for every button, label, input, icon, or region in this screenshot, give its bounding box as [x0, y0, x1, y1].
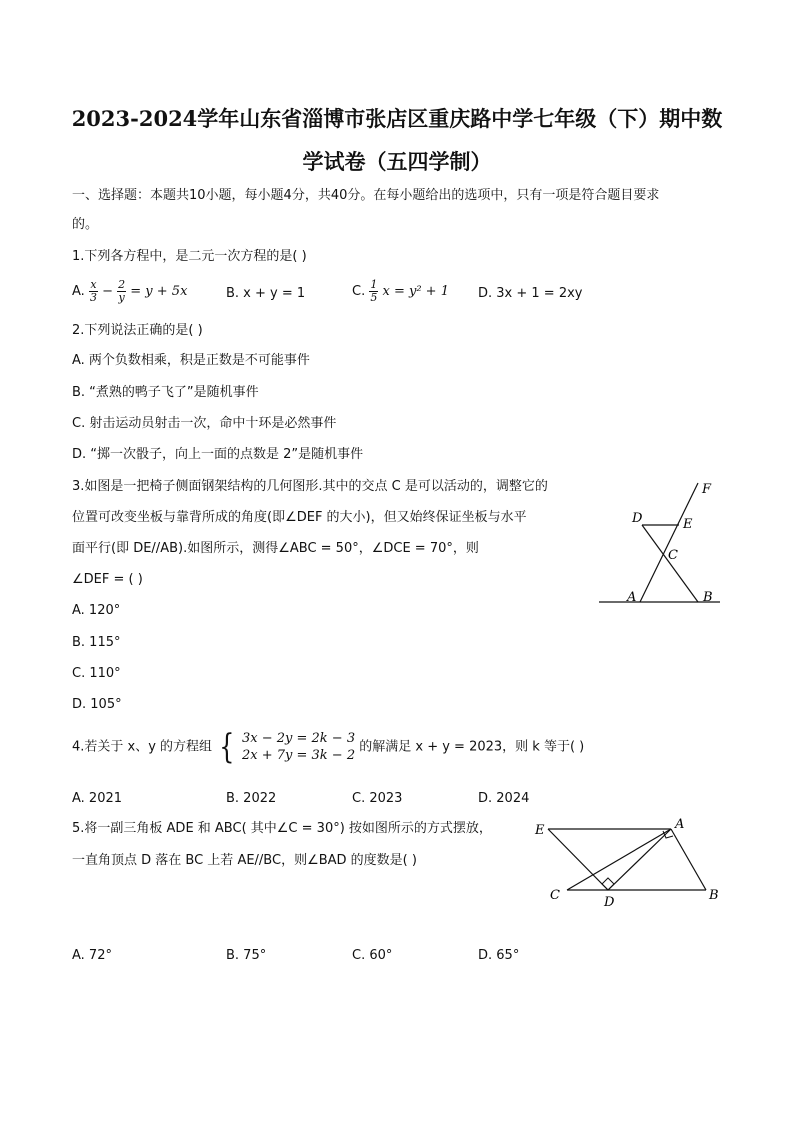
q1-a-frac1: $\frac{x}{3}$ — [89, 278, 97, 304]
q1-option-a: A. $\frac{x}{3}$ − $\frac{2}{y}$ = y + 5x — [72, 278, 188, 304]
q1-stem: 1.下列各方程中，是二元一次方程的是( ) — [72, 249, 307, 264]
q4-stem: 4.若关于 x、y 的方程组 { 3x − 2y = 2k − 3 2x + 7y = 3k − 2 的解满足 x + y = 2023，则 k 等于( ) — [72, 727, 585, 767]
q3-option-c: C. 110° — [72, 666, 121, 681]
q5-line-ed — [548, 829, 608, 890]
section-intro-line1: 一、选择题：本题共10小题，每小题4分，共40分。在每小题给出的选项中，只有一项是符合题目要求 — [72, 188, 660, 203]
q2-option-a: A. 两个负数相乘，积是正数是不可能事件 — [72, 353, 310, 368]
q3-label-d: D — [632, 511, 643, 526]
q4-brace: { — [219, 727, 235, 767]
q5-line-ab — [671, 829, 706, 890]
q5-stem-line1: 5.将一副三角板 ADE 和 ABC( 其中∠C = 30°) 按如图所示的方式摆放， — [72, 821, 492, 836]
q1-a-frac2: $\frac{2}{y}$ — [118, 278, 126, 304]
q3-label-e: E — [683, 517, 693, 532]
q4-equation-system: 3x − 2y = 2k − 3 2x + 7y = 3k − 2 — [241, 731, 356, 763]
q3-option-a: A. 120° — [72, 603, 121, 618]
q5-label-d: D — [604, 895, 615, 908]
q3-chair-figure — [592, 475, 727, 610]
q5-label-a: A — [675, 818, 685, 832]
section-intro-line2: 的。 — [72, 217, 99, 232]
exam-title-line1: 2023-2024学年山东省淄博市张店区重庆路中学七年级（下）期中数 — [71, 106, 723, 131]
q3-stem-line4: ∠DEF = ( ) — [72, 572, 143, 587]
q5-stem-line2: 一直角顶点 D 落在 BC 上若 AE//BC，则∠BAD 的度数是( ) — [72, 853, 417, 868]
q2-option-d: D. “掷一次骰子，向上一面的点数是 2”是随机事件 — [72, 447, 364, 462]
q3-option-d: D. 105° — [72, 697, 122, 712]
exam-title-line2: 学试卷（五四学制） — [302, 149, 492, 174]
q5-label-e: E — [535, 823, 545, 838]
q1-option-c: C. $\frac{1}{5}$ x = y² + 1 — [352, 278, 449, 304]
q1-c-frac: $\frac{1}{5}$ — [370, 278, 378, 304]
q1-option-d: D. 3x + 1 = 2xy — [478, 286, 583, 301]
q3-label-a: A — [627, 590, 637, 605]
q2-option-c: C. 射击运动员射击一次，命中十环是必然事件 — [72, 416, 337, 431]
q3-label-f: F — [702, 482, 712, 497]
q5-label-b: B — [709, 888, 719, 903]
q4-option-c: C. 2023 — [352, 791, 403, 806]
q4-option-a: A. 2021 — [72, 791, 123, 806]
q5-line-da — [608, 829, 671, 890]
q5-label-c: C — [550, 888, 560, 903]
q3-stem-line1: 3.如图是一把椅子侧面钢架结构的几何图形.其中的交点 C 是可以活动的，调整它的 — [72, 479, 548, 494]
q4-option-d: D. 2024 — [478, 791, 530, 806]
q5-option-d: D. 65° — [478, 948, 520, 963]
q3-line-af — [640, 483, 698, 602]
q3-label-b: B — [703, 590, 713, 605]
q3-stem-line3: 面平行(即 DE//AB).如图所示，测得∠ABC = 50°，∠DCE = 70°，则 — [72, 541, 479, 556]
q3-line-db — [642, 525, 698, 602]
q1-option-b: B. x + y = 1 — [226, 286, 306, 301]
q5-option-a: A. 72° — [72, 948, 112, 963]
q5-option-b: B. 75° — [226, 948, 267, 963]
q5-line-ca — [567, 829, 671, 890]
q3-option-b: B. 115° — [72, 635, 121, 650]
q3-label-c: C — [668, 548, 678, 563]
q5-option-c: C. 60° — [352, 948, 393, 963]
q1-a-label: A. — [72, 284, 85, 299]
q5-triangles-figure — [530, 818, 730, 908]
q4-option-b: B. 2022 — [226, 791, 277, 806]
q3-stem-line2: 位置可改变坐板与靠背所成的角度(即∠DEF 的大小)，但又始终保证坐板与水平 — [72, 510, 527, 525]
q2-option-b: B. “煮熟的鸭子飞了”是随机事件 — [72, 385, 259, 400]
q2-stem: 2.下列说法正确的是( ) — [72, 323, 203, 338]
q5-right-angle-d — [602, 878, 614, 890]
